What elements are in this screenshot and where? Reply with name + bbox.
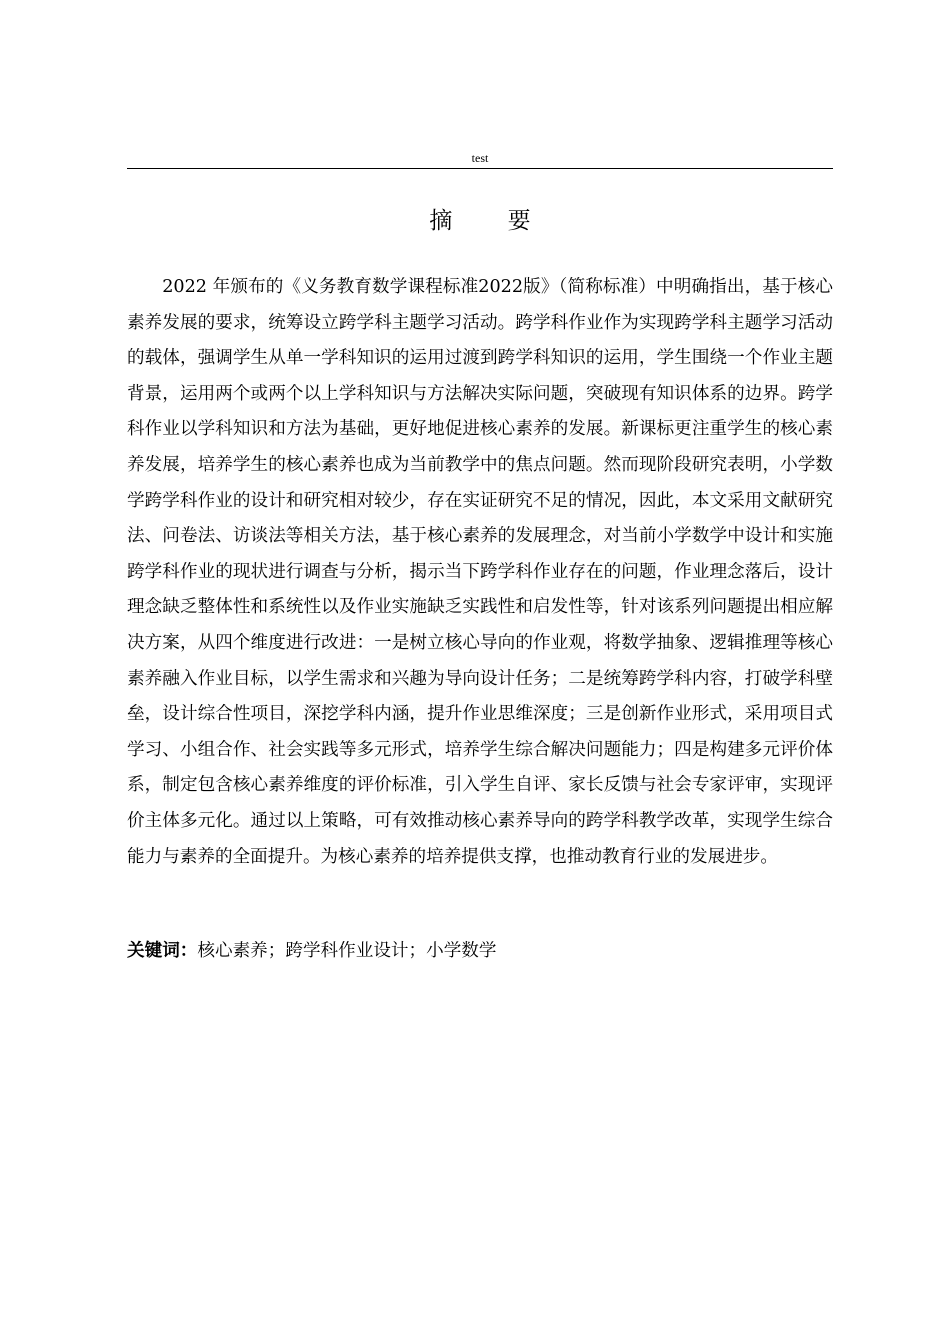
abstract-paragraph: 2022 年颁布的《义务教育数学课程标准2022版》（简称标准）中明确指出，基于核心素养发展的要求，统筹设立跨学科主题学习活动。跨学科作业作为实现跨学科主题学习活动的载体，强调学生从单一学科知识的运用过渡到跨学科知识的运用，学生围绕一个作业主题背景，运用两个或两个以上学科知识与方法解决实际问题，突破现有知识体系的边界。跨学科作业以学科知识和方法为基础，更好地促进核心素养的发展。新课标更注重学生的核心素养发展，培养学生的核心素养也成为当前教学中的焦点问题。然而现阶段研究表明，小学数学跨学科作业的设计和研究相对较少，存在实证研究不足的情况，因此，本文采用文献研究法、问卷法、访谈法等相关方法，基于核心素养的发展理念，对当前小学数学中设计和实施跨学科作业的现状进行调查与分析，揭示当下跨学科作业存在的问题，作业理念落后，设计理念缺乏整体性和系统性以及作业实施缺乏实践性和启发性等，针对该系列问题提出相应解决方案，从四个维度进行改进：一是树立核心导向的作业观，将数学抽象、逻辑推理等核心素养融入作业目标，以学生需求和兴趣为导向设计任务；二是统筹跨学科内容，打破学科壁垒，设计综合性项目，深挖学科内涵，提升作业思维深度；三是创新作业形式，采用项目式学习、小组合作、社会实践等多元形式，培养学生综合解决问题能力；四是构建多元评价体系，制定包含核心素养维度的评价标准，引入学生自评、家长反馈与社会专家评审，实现评价主体多元化。通过以上策略，可有效推动核心素养导向的跨学科教学改革，实现学生综合能力与素养的全面提升。为核心素养的培养提供支撑，也推动教育行业的发展进步。	[127, 277, 833, 867]
header-divider	[127, 168, 833, 169]
running-header: test	[471, 151, 489, 165]
keywords-line	[127, 934, 833, 970]
keywords-value: 核心素养；跨学科作业设计；小学数学	[197, 941, 497, 961]
abstract-title: 摘 要	[429, 208, 555, 234]
keywords-label: 关键词：	[127, 941, 198, 961]
